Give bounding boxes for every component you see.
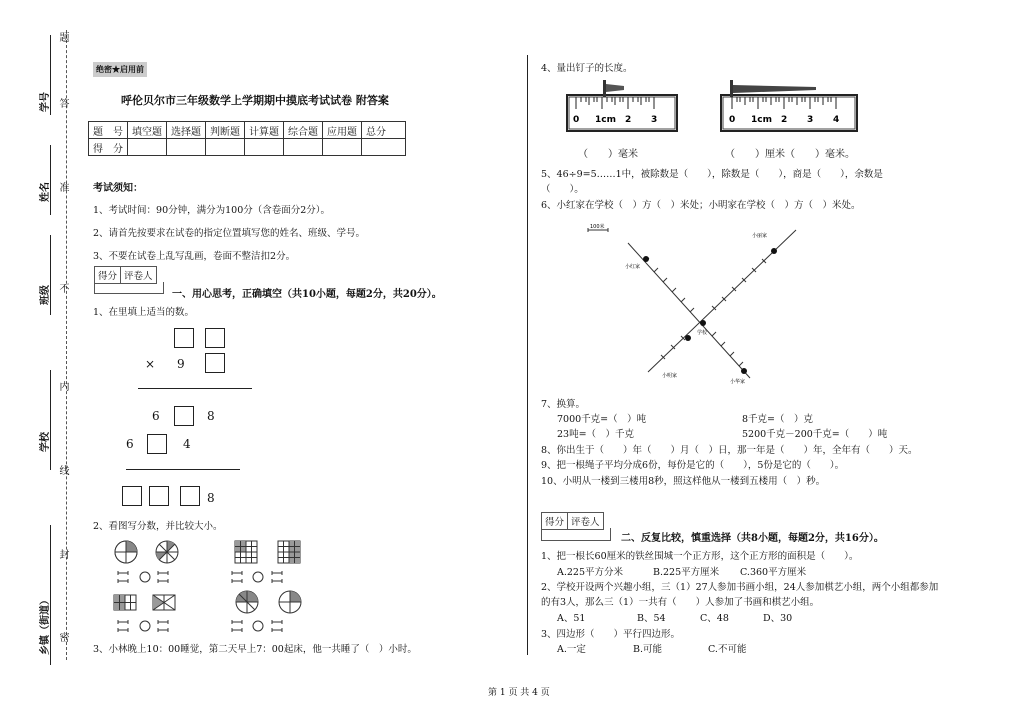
grader-name-label: 评卷人 xyxy=(124,271,153,282)
s2-question-1: 1、把一根长60厘米的铁丝围城一个正方形，这个正方形的面积是（ ）。 xyxy=(541,551,859,562)
cut-char: 密 xyxy=(57,632,68,642)
cut-char: 封 xyxy=(57,549,68,559)
ruler-tick-label: 1cm xyxy=(595,115,616,125)
xiaohong-home-point xyxy=(643,256,649,262)
answer-box[interactable] xyxy=(122,486,142,506)
q4-answer-2: （ ）厘米（ ）毫米。 xyxy=(725,149,855,160)
q7-item: 5200千克－200千克=（ ）吨 xyxy=(742,429,888,440)
name-label: 姓名 xyxy=(40,182,51,202)
rule-line xyxy=(138,388,252,389)
option[interactable]: B、54 xyxy=(637,613,666,624)
map-scale-label: 100米 xyxy=(590,224,605,230)
cut-char: 题 xyxy=(57,32,68,42)
map-label: 学校 xyxy=(697,330,708,336)
ruler-tick-label: 2 xyxy=(625,115,632,125)
option[interactable]: B.225平方厘米 xyxy=(653,567,720,578)
option[interactable]: B.可能 xyxy=(633,644,663,655)
digit: 8 xyxy=(207,409,215,423)
option[interactable]: A.225平方分米 xyxy=(557,567,624,578)
page-footer: 第 1 页 共 4 页 xyxy=(488,688,550,698)
score-cell[interactable] xyxy=(323,139,362,156)
option[interactable]: A、51 xyxy=(557,613,586,624)
notice-title: 考试须知： xyxy=(93,183,143,194)
ruler-tick-label: 4 xyxy=(833,115,840,125)
score-table xyxy=(88,121,406,156)
cut-char: 内 xyxy=(57,381,68,391)
question-7: 7、换算。 xyxy=(541,399,586,410)
answer-box[interactable] xyxy=(147,434,167,454)
score-header-cell: 总分 xyxy=(362,122,406,139)
score-header-cell: 题 号 xyxy=(89,122,128,139)
score-cell[interactable] xyxy=(362,139,406,156)
score-header-cell: 选择题 xyxy=(167,122,206,139)
question-4: 4、量出钉子的长度。 xyxy=(541,63,633,74)
ruler-tick-label: 1cm xyxy=(751,115,772,125)
notice-item: 3、不要在试卷上乱写乱画，卷面不整洁扣2分。 xyxy=(93,251,296,262)
xiaoming-home-point xyxy=(685,335,691,341)
confidential-stamp: 绝密★启用前 xyxy=(93,62,147,77)
score-header-cell: 判断题 xyxy=(206,122,245,139)
ruler-1 xyxy=(566,78,678,133)
answer-box[interactable] xyxy=(205,353,225,373)
name-underline xyxy=(50,145,51,215)
option[interactable]: C、48 xyxy=(700,613,729,624)
section1-title: 一、用心思考，正确填空（共10小题，每题2分，共20分）。 xyxy=(172,289,442,300)
digit: 8 xyxy=(207,491,215,505)
notice-item: 2、请首先按要求在试卷的指定位置填写您的姓名、班级、学号。 xyxy=(93,228,366,239)
notice-item: 1、考试时间：90分钟，满分为100分（含卷面分2分）。 xyxy=(93,205,331,216)
ruler-tick-label: 0 xyxy=(573,115,580,125)
ruler-2 xyxy=(720,78,858,133)
q7-item: 23吨=（ ）千克 xyxy=(557,429,635,440)
question-3: 3、小林晚上10：00睡觉，第二天早上7：00起床，他一共睡了（ ）小时。 xyxy=(93,644,417,655)
digit: 6 xyxy=(152,409,160,423)
grader-score-label: 得分 xyxy=(542,513,568,529)
question-10: 10、小明从一楼到三楼用8秒，照这样他从一楼到五楼用（ ）秒。 xyxy=(541,476,826,487)
q4-answer-1: （ ）毫米 xyxy=(578,149,638,160)
school-point xyxy=(700,320,706,326)
school-label: 学校 xyxy=(40,432,51,452)
ruler-tick-label: 3 xyxy=(807,115,814,125)
s2-question-2: 2、学校开设两个兴趣小组，三（1）27人参加书画小组，24人参加棋艺小组，两个小组都参加 xyxy=(541,582,939,593)
score-header-cell: 综合题 xyxy=(284,122,323,139)
answer-box[interactable] xyxy=(205,328,225,348)
question-2: 2、看图写分数，并比较大小。 xyxy=(93,521,223,532)
answer-box[interactable] xyxy=(180,486,200,506)
school-underline xyxy=(50,370,51,470)
answer-box[interactable] xyxy=(174,406,194,426)
question-5-cont: （ ）。 xyxy=(541,184,584,195)
student-id-label: 学号 xyxy=(40,92,51,112)
score-cell[interactable] xyxy=(167,139,206,156)
digit: 4 xyxy=(183,437,191,451)
question-9: 9、把一根绳子平均分成6份，每份是它的（ ），5份是它的（ ）。 xyxy=(541,460,845,471)
map-label: 小红家 xyxy=(625,264,641,270)
score-header-cell: 计算题 xyxy=(245,122,284,139)
score-header-cell: 填空题 xyxy=(128,122,167,139)
map-label: 小明家 xyxy=(662,373,678,379)
option[interactable]: D、30 xyxy=(763,613,793,624)
map-label: 小丽家 xyxy=(752,233,768,239)
score-row-label: 得 分 xyxy=(89,139,128,156)
score-cell[interactable] xyxy=(245,139,284,156)
grader-fill-area[interactable] xyxy=(94,282,164,294)
xiaoli-home-point xyxy=(771,248,777,254)
digit: 6 xyxy=(126,437,134,451)
question-8: 8、你出生于（ ）年（ ）月（ ）日，那一年是（ ）年，全年有（ ）天。 xyxy=(541,445,918,456)
option[interactable]: A.一定 xyxy=(557,644,586,655)
score-cell[interactable] xyxy=(128,139,167,156)
cut-char: 不 xyxy=(57,283,68,293)
s2-question-3: 3、四边形（ ）平行四边形。 xyxy=(541,629,681,640)
score-header-cell: 应用题 xyxy=(323,122,362,139)
question-1: 1、在里填上适当的数。 xyxy=(93,307,195,318)
column-divider xyxy=(527,55,528,655)
score-cell[interactable] xyxy=(284,139,323,156)
cut-char: 线 xyxy=(57,465,68,475)
cut-line xyxy=(66,30,67,660)
exam-title: 呼伦贝尔市三年级数学上学期期中摸底考试试卷 附答案 xyxy=(121,94,389,107)
question-6: 6、小红家在学校（ ）方（ ）米处；小明家在学校（ ）方（ ）米处。 xyxy=(541,200,861,211)
class-label: 班级 xyxy=(40,285,51,305)
map-label: 小华家 xyxy=(730,379,746,385)
grader-fill-area[interactable] xyxy=(541,528,611,541)
question-5: 5、46÷9=5……1中，被除数是（ ），除数是（ ），商是（ ），余数是 xyxy=(541,169,883,180)
ruler-tick-label: 0 xyxy=(729,115,736,125)
answer-box[interactable] xyxy=(174,328,194,348)
digit: 9 xyxy=(177,357,185,371)
q7-item: 7000千克=（ ）吨 xyxy=(557,414,647,425)
q7-item: 8千克=（ ）克 xyxy=(742,414,814,425)
cut-char: 准 xyxy=(57,182,68,192)
direction-map xyxy=(580,218,810,390)
times-sign: × xyxy=(145,357,156,371)
rule-line xyxy=(126,469,240,470)
option[interactable]: C.360平方厘米 xyxy=(740,567,807,578)
score-cell[interactable] xyxy=(206,139,245,156)
xiaohua-home-point xyxy=(741,368,747,374)
grader-score-label: 得分 xyxy=(95,267,121,283)
section2-title: 二、反复比较，慎重选择（共8小题，每题2分，共16分）。 xyxy=(621,533,884,544)
answer-box[interactable] xyxy=(149,486,169,506)
ruler-tick-label: 2 xyxy=(781,115,788,125)
option[interactable]: C.不可能 xyxy=(708,644,747,655)
cut-char: 答 xyxy=(57,98,68,108)
grader-name-label: 评卷人 xyxy=(571,517,600,528)
ruler-tick-label: 3 xyxy=(651,115,658,125)
township-label: 乡镇（街道） xyxy=(40,595,51,655)
s2-question-2-cont: 的有3人，那么三（1）一共有（ ）人参加了书画和棋艺小组。 xyxy=(541,597,820,608)
fraction-figures xyxy=(110,536,310,648)
